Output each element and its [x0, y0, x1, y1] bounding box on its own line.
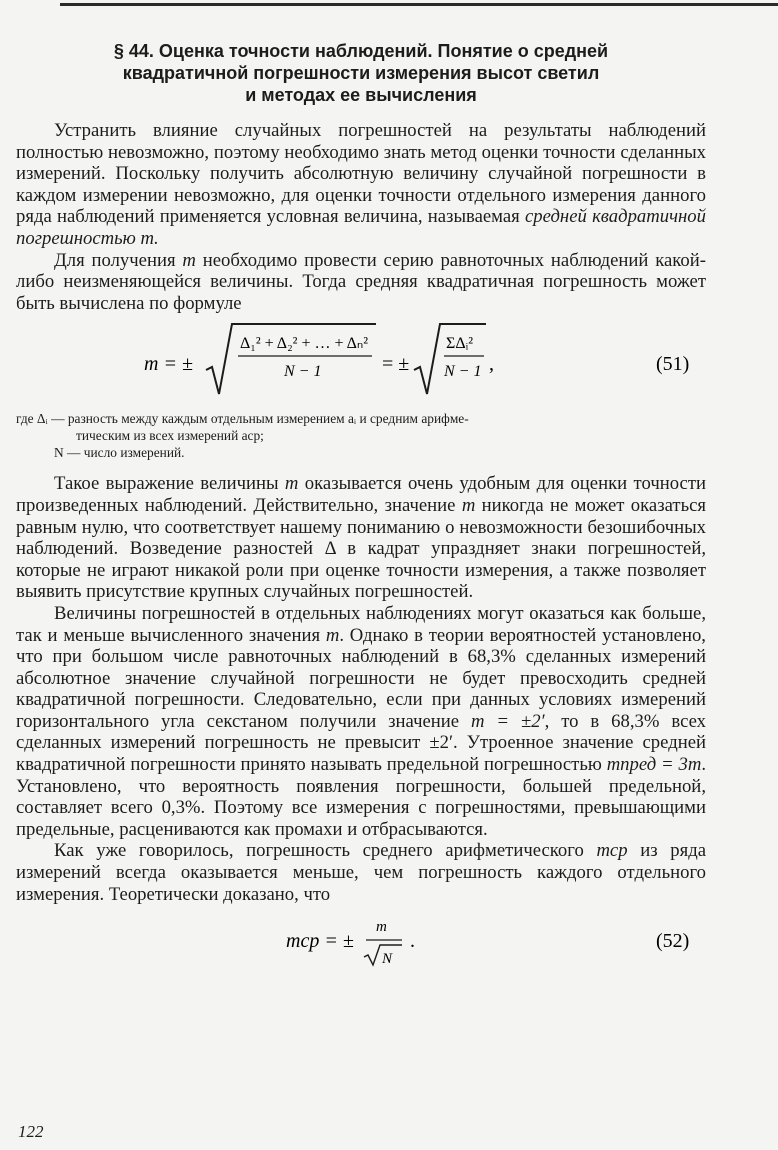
formula-51-lhs: m = ±	[144, 353, 193, 376]
formula-52-lhs: mср = ±	[286, 930, 354, 953]
formula-51-num2: ΣΔᵢ²	[446, 335, 474, 353]
paragraph-4	[16, 603, 706, 841]
paragraph-2	[16, 250, 706, 315]
top-rule	[60, 3, 778, 6]
p5-text-a: Как уже говорилось, погрешность среднего арифметического	[54, 840, 597, 862]
p3-text-a: Такое выражение величины	[54, 473, 285, 495]
formula-51-den2: N − 1	[444, 363, 482, 381]
page-body	[16, 40, 706, 979]
p2-text-a: Для получения	[54, 249, 183, 271]
p1-term: средней квадратичной погрешностью m.	[16, 206, 706, 249]
p5-text-b: из ряда измерений всегда оказывается меньше, чем погрешность каждого отдельного измерения. Теоретически доказано, что	[16, 840, 706, 905]
p4-symbol-3: mпред = 3m	[606, 754, 702, 776]
formula-52-number: (52)	[656, 930, 690, 953]
note-line-1: где Δᵢ — разность между каждым отдельным измерением aᵢ и средним арифме-	[16, 411, 469, 427]
formula-51-den1: N − 1	[284, 363, 322, 381]
p4-text-b: . Однако в теории вероятностей установлено, что при большом числе равноточных наблюдений в 68,3% сделанных измерений абсолютное значение случайной погрешности не будет превосходить средней квадратичной погрешности. Следовательно, если при данных условиях измерений горизонтального угла секстаном получили значение	[16, 624, 706, 732]
paragraph-1	[16, 120, 706, 250]
p1-text: Устранить влияние случайных погрешностей на результаты наблюдений полностью невозможно, поэтому необходимо знать метод оценки точности сделанных измерений. Поскольку получить абсолютную величину случайной погрешности в каждом измерении невозможно, для оценки точности отдельного измерения данного ряда наблюдений применяется условная величина, называемая	[16, 120, 706, 228]
paragraph-5	[16, 840, 706, 905]
paragraph-3	[16, 473, 706, 603]
formula-51	[16, 320, 706, 404]
page-number: 122	[18, 1122, 44, 1141]
formula-51-num1: Δ₁² + Δ₂² + … + Δₙ²	[240, 335, 369, 353]
p4-symbol-2: m = ±2′	[471, 710, 545, 732]
formula-51-eq: = ±	[382, 353, 410, 376]
p4-text-d: . Установлено, что вероятность появления погрешности, большей предельной, составляет всего 0,3%. Поэтому все измерения с погрешностями, превышающими предельные, расцениваются как промахи и отбрасываются.	[16, 754, 706, 840]
p3-text-b: оказывается очень удобным для оценки точности произведенных наблюдений. Действительно, значение	[16, 473, 706, 516]
p4-symbol-1: m	[325, 624, 340, 646]
formula-52-den: N	[382, 951, 393, 968]
formula-52-num: m	[376, 919, 387, 936]
section-heading	[16, 40, 706, 106]
formula-52-drawing	[16, 913, 706, 973]
p5-symbol: mср	[596, 840, 628, 862]
heading-line-2: квадратичной погрешности измерения высот светил	[122, 63, 600, 83]
formula-52	[16, 913, 706, 973]
heading-line-3: и методах ее вычисления	[245, 85, 477, 105]
note-line-2: тическим из всех измерений aср;	[76, 428, 264, 444]
p3-symbol-1: m	[284, 473, 299, 495]
formula-51-number: (51)	[656, 353, 690, 376]
p3-symbol-2: m	[461, 494, 476, 516]
formula-51-comma: ,	[489, 353, 494, 376]
formula-51-drawing	[16, 320, 706, 404]
p3-text-c: никогда не может оказаться равным нулю, что соответствует нашему пониманию о невозможности безошибочных наблюдений. Возведение разностей Δ в кадрат упраздняет знаки погрешностей, которые не играют никакой роли при оценке точности измерения, а также позволяет выявить присутствие крупных случайных погрешностей.	[16, 494, 706, 603]
formula-52-tail: .	[410, 930, 415, 953]
p2-symbol: m	[182, 249, 196, 271]
note-line-3: N — число измерений.	[54, 445, 185, 461]
p2-text-b: необходимо провести серию равноточных наблюдений какой-либо неизменяющейся величины. Тогда средняя квадратичная погрешность может быть вычислена по формуле	[16, 249, 706, 314]
p4-text-c: , то в 68,3% всех сделанных измерений погрешность не превысит ±2′. Утроенное значение средней квадратичной погрешности принято называть предельной погрешностью	[16, 710, 706, 776]
formula-notes	[16, 410, 706, 461]
heading-line-1: § 44. Оценка точности наблюдений. Понятие о средней	[113, 41, 609, 61]
p4-text-a: Величины погрешностей в отдельных наблюдениях могут оказаться как больше, так и меньше вычисленного значения	[16, 602, 706, 646]
